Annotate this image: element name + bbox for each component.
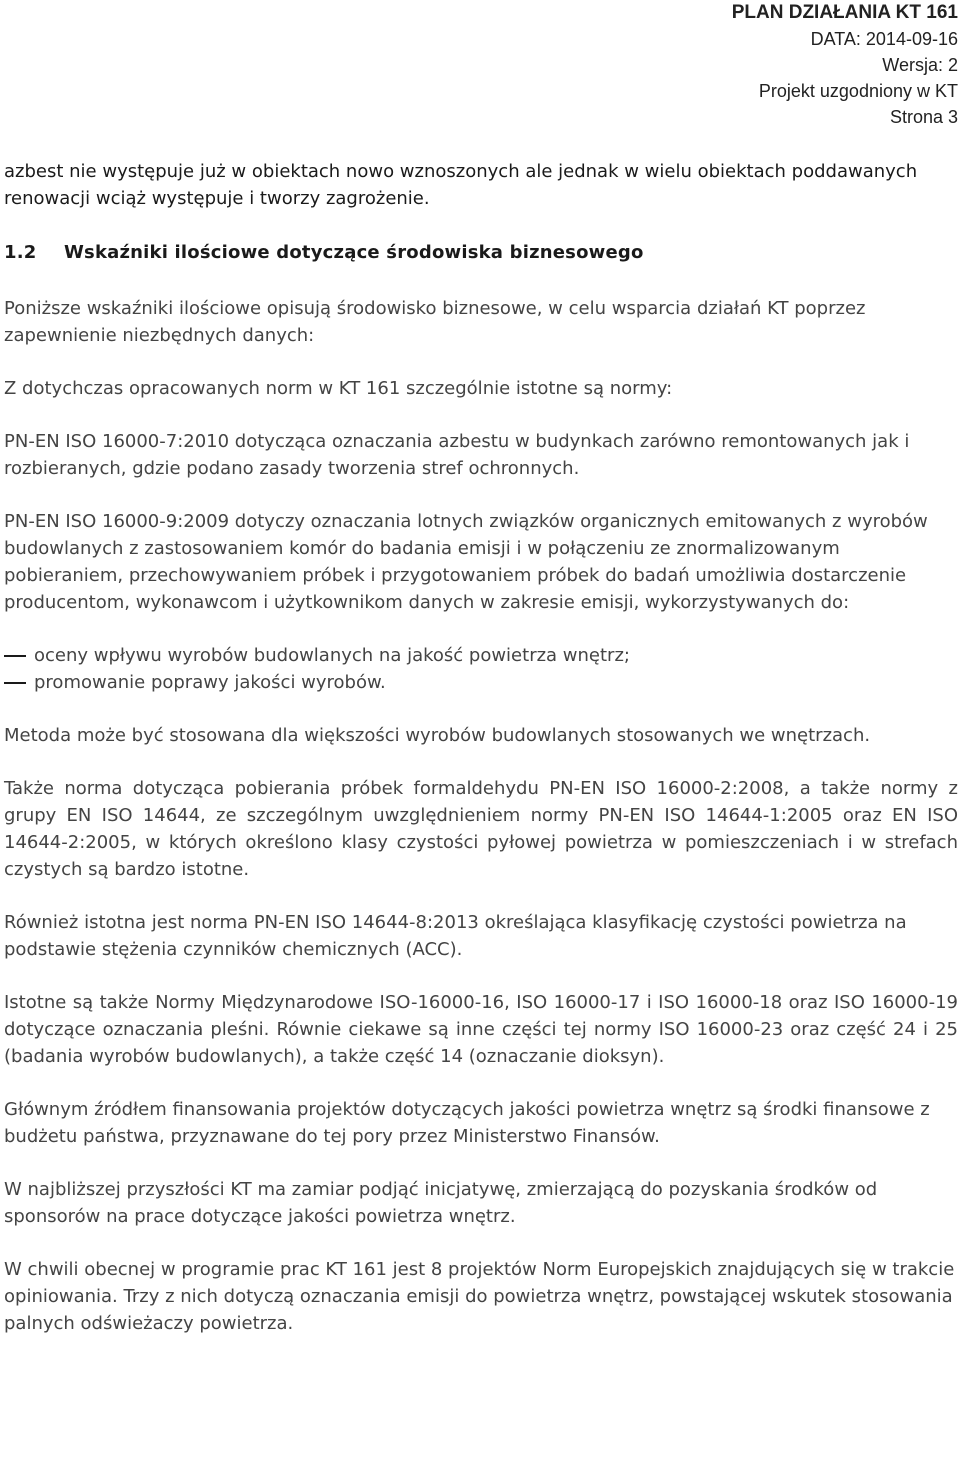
intro-paragraph: azbest nie występuje już w obiektach nowo wznoszonych ale jednak w wielu obiektach poddawanych renowacji wciąż występuje i tworzy zagrożenie.	[4, 161, 918, 209]
paragraph-sponsors: W najbliższej przyszłości KT ma zamiar podjąć inicjatywę, zmierzającą do pozyskania środków od sponsorów na prace dotyczące jakości powietrza wnętrz.	[4, 1179, 878, 1227]
paragraph-iso-14644-8: Również istotna jest norma PN-EN ISO 14644-8:2013 określająca klasyfikację czystości powietrza na podstawie stężenia czynników chemicznych (ACC).	[4, 912, 907, 960]
list-item: oceny wpływu wyrobów budowlanych na jakość powietrza wnętrz;	[4, 642, 958, 669]
document-body	[4, 158, 958, 212]
section-body	[4, 295, 958, 1337]
list-item: promowanie poprawy jakości wyrobów.	[4, 669, 958, 696]
paragraph-international-norms: Istotne są także Normy Międzynarodowe ISO-16000-16, ISO 16000-17 i ISO 16000-18 oraz ISO 16000-19 dotyczące oznaczania pleśni. Równie ciekawe są inne części tej normy ISO 16000-23 oraz część 24 i 25 (badania wyrobów budowlanych), a także część 14 (oznaczanie dioksyn).	[4, 992, 958, 1067]
document-status: Projekt uzgodniony w KT	[758, 81, 958, 101]
paragraph-norms-intro: Z dotychczas opracowanych norm w KT 161 szczególnie istotne są normy:	[4, 378, 673, 399]
paragraph-iso-16000-9: PN-EN ISO 16000-9:2009 dotyczy oznaczania lotnych związków organicznych emitowanych z wyrobów budowlanych z zastosowaniem komór do badania emisji i w połączeniu ze znormalizowanym pobieraniem, przechowywaniem próbek i przygotowaniem próbek do badań umożliwia dostarczenie producentom, wykonawcom i użytkownikom danych w zakresie emisji, wykorzystywanych do:	[4, 511, 928, 613]
page-number: Strona 3	[889, 107, 958, 127]
paragraph-method: Metoda może być stosowana dla większości wyrobów budowlanych stosowanych we wnętrzach.	[4, 725, 871, 746]
paragraph-iso-16000-7: PN-EN ISO 16000-7:2010 dotycząca oznaczania azbestu w budynkach zarówno remontowanych jak i rozbieranych, gdzie podano zasady tworzenia stref ochronnych.	[4, 431, 910, 479]
page-header	[732, 0, 958, 130]
document-date: DATA: 2014-09-16	[810, 29, 958, 49]
section-title: Wskaźniki ilościowe dotyczące środowiska biznesowego	[64, 242, 644, 263]
document-title: PLAN DZIAŁANIA KT 161	[731, 2, 958, 23]
paragraph-financing: Głównym źródłem finansowania projektów dotyczących jakości powietrza wnętrz są środki finansowe z budżetu państwa, przyznawane do tej pory przez Ministerstwo Finansów.	[4, 1099, 930, 1147]
paragraph-current-program: W chwili obecnej w programie prac KT 161 jest 8 projektów Norm Europejskich znajdujących się w trakcie opiniowania. Trzy z nich dotyczą oznaczania emisji do powietrza wnętrz, powstającej wskutek stosowania palnych odświeżaczy powietrza.	[4, 1259, 955, 1334]
section-number: 1.2	[4, 242, 37, 263]
paragraph-formaldehyde: Także norma dotycząca pobierania próbek formaldehydu PN-EN ISO 16000-2:2008, a także normy z grupy EN ISO 14644, ze szczególnym uwzględnieniem normy PN-EN ISO 14644-1:2005 oraz EN ISO 14644-2:2005, w których określono klasy czystości pyłowej powietrza w pomieszczeniach i w strefach czystych są bardzo istotne.	[4, 778, 958, 880]
paragraph-indicators: Poniższe wskaźniki ilościowe opisują środowisko biznesowe, w celu wsparcia działań KT poprzez zapewnienie niezbędnych danych:	[4, 298, 866, 346]
section-heading	[4, 242, 644, 263]
document-version: Wersja: 2	[882, 55, 958, 75]
